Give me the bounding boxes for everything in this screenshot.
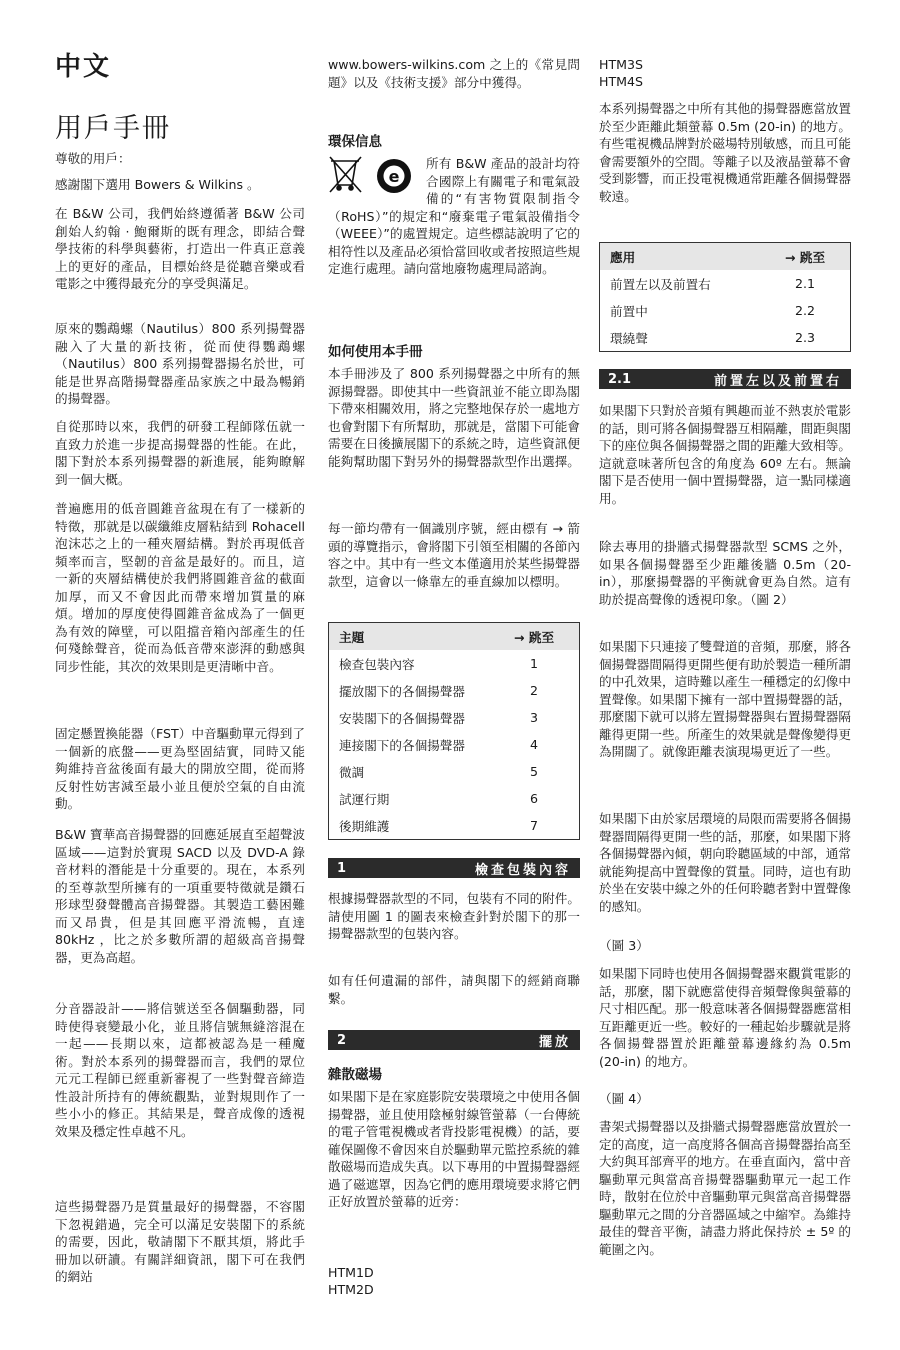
section-1-bar (328, 858, 580, 878)
toc-row[interactable] (329, 812, 580, 840)
toc-num: 1 (529, 656, 538, 671)
toc-num: 3 (529, 710, 538, 725)
paragraph-crossover: 分音器設計——將信號送至各個驅動器，同時使得衰變最小化，並且將信號無縫溶混在一起——長期以來，這都被認為是一種魔術。對於本系列的揚聲器而言，我們的眾位元元工程師已經重新審視了一些對聲音締造性設計所持有的傳統觀點，並對規則作了一些小小的修正。其結果是，聲音成像的透視效果及穩定性卓越不凡。 (55, 1001, 305, 1139)
env-block (328, 155, 580, 315)
toc-num: 4 (529, 737, 538, 752)
howto-paragraph-2: 每一節均帶有一個識別序號，經由標有 → 箭頭的導覽指示，會將閣下引領至相關的各節內容之中。其中有一些文本僅適用於某些揚聲器款型，這會以一條靠左的垂直線加以標明。 (328, 521, 580, 589)
section-2-bar (328, 1030, 580, 1050)
paragraph-tweeter: B&W 寶華高音揚聲器的回應延展直至超聲波區域——這對於實現 SACD 以及 DVD-A 錄音材料的潛能是十分重要的。現在，本系列的至尊款型所擁有的一項重要特徵就是鑽石形球型發聲體高音揚聲器。其製造工藝困難而又昂貴，但是其回應平滑流暢，直達 80kHz ，比之於多數所謂的超級高音揚聲器，更為高超。 (55, 827, 305, 965)
toc-num: 7 (529, 818, 538, 833)
stray-field-heading: 雜散磁場 (328, 1067, 382, 1083)
app-name: 前置左以及前置右 (610, 277, 711, 292)
model-htm4s: HTM4S (599, 74, 644, 89)
toc-head-topic: 主題 (329, 623, 490, 651)
toc-topic: 擺放閣下的各個揚聲器 (339, 684, 465, 699)
svg-text:e: e (388, 167, 400, 186)
toc-num: 6 (529, 791, 538, 806)
paragraph-rear-wall: 除去專用的掛牆式揚聲器款型 SCMS 之外，如果各個揚聲器至少距離後牆 0.5m（20-in），那麼揚聲器的平衡就會更為自然。這有助於提高聲像的透視印象。（圖 2） (599, 539, 851, 607)
recycling-symbols-icon (328, 155, 418, 195)
toc-row[interactable] (329, 677, 580, 704)
toc-row[interactable] (329, 785, 580, 812)
section-2-number: 2 (337, 1032, 347, 1048)
app-name: 前置中 (610, 304, 648, 319)
figure-4-ref: （圖 4） (599, 1091, 649, 1106)
greeting: 尊敬的用戶： (55, 151, 131, 166)
model-htm2d: HTM2D (328, 1282, 374, 1297)
howto-paragraph-1: 本手冊涉及了 800 系列揚聲器之中所有的無源揚聲器。即使其中一些資訊並不能立即為閣下帶來相關效用，將之完整地保存於一處地方也會對閣下有所幫助，那就是，當閣下可能會需要在日後擴展閣下的系統之時，這些資訊便能夠幫助閣下對另外的揚聲器款型作出選擇。 (328, 366, 580, 469)
language-title: 中文 (55, 52, 112, 82)
env-heading: 環保信息 (328, 134, 382, 150)
toc-num: 2 (529, 683, 538, 698)
paragraph-screen-distance: 本系列揚聲器之中所有其他的揚聲器應當放置於至少距離此類螢幕 0.5m (20-in) 的地方。有些電視機品牌對於磁場特別敏感，而且可能會需要額外的空間。等離子以及液晶螢幕不會受到影響，而正投電視機通常距離各個揚聲器較遠。 (599, 101, 851, 204)
paragraph-read-manual: 這些揚聲器乃是質量最好的揚聲器，不容閣下忽視錯過，完全可以滿足安裝閣下的系統的需要，因此，敬請閣下不厭其煩，將此手冊加以研讀。有關詳細資訊，閣下可在我們的網站 (55, 1199, 305, 1284)
section-1-paragraph-1: 根據揚聲器款型的不同，包裝有不同的附件。請使用圖 1 的圖表來檢查針對於閣下的那一揚聲器款型的包裝內容。 (328, 891, 580, 941)
toc-row[interactable] (329, 758, 580, 785)
toc-topic: 檢查包裝內容 (339, 657, 415, 672)
app-num: 2.1 (794, 276, 816, 291)
app-name: 環繞聲 (610, 331, 648, 346)
application-table (599, 242, 851, 352)
paragraph-tweeter-height: 書架式揚聲器以及掛牆式揚聲器應當放置於一定的高度，這一高度將各個高音揚聲器抬高至大約與耳部齊平的地方。在垂直面內，當中音驅動單元與當高音揚聲器驅動單元一起工作時，散射在位於中音驅動單元與當高音揚聲器驅動單元之間的分音器區域之中縮窄。為維持最佳的聲音平衡，請盡力將此保持於 ± 5º 的範圍之內。 (599, 1119, 851, 1257)
app-row[interactable] (600, 270, 851, 297)
thanks-paragraph: 感謝閣下選用 Bowers & Wilkins 。 (55, 177, 260, 192)
toc-topic: 安裝閣下的各個揚聲器 (339, 711, 465, 726)
toc-row[interactable] (329, 704, 580, 731)
section-2-title: 擺放 (538, 1034, 571, 1050)
section-2-1-title: 前置左以及前置右 (713, 373, 842, 389)
paragraph-engineering: 自從那時以來，我們的研發工程師隊伍就一直致力於進一步提高揚聲器的性能。在此，閣下對於本系列揚聲器的新進展，能夠瞭解到一個大概。 (55, 419, 305, 487)
toc-topic: 連接閣下的各個揚聲器 (339, 738, 465, 753)
toc-table-wrap (328, 622, 580, 840)
toc-num: 5 (529, 764, 538, 779)
website-paragraph: www.bowers-wilkins.com 之上的《常見問題》以及《技術支援》部分中獲得。 (328, 57, 580, 90)
model-htm3s: HTM3S (599, 57, 644, 72)
manual-title: 用戶手冊 (55, 113, 171, 144)
app-table-wrap (599, 242, 851, 352)
toc-topic: 後期維護 (339, 819, 390, 834)
app-head-application: 應用 (600, 243, 761, 271)
paragraph-philosophy: 在 B&W 公司，我們始終遵循著 B&W 公司創始人約翰 · 鮑爾斯的既有理念，即結合聲學技術的科學與藝術，打造出一件真正意義上的更好的產品，目標始終是從聽音樂或看電影之中獲得最充分的享受與滿足。 (55, 206, 305, 291)
toc-table (328, 622, 580, 840)
paragraph-toe-in: 如果閣下由於家居環境的局限而需要將各個揚聲器間隔得更開一些的話，那麼，如果閣下將各個揚聲器內傾，朝向聆聽區域的中部，通常就能夠提高中置聲像的質量。同時，這也有助於坐在安裝中線之外的任何聆聽者對中置聲像的感知。 (599, 811, 851, 914)
stray-field-paragraph: 如果閣下是在家庭影院安裝環境之中使用各個揚聲器，並且使用陰極射線管螢幕（一台傳統的電子管電視機或者背投影電視機）的話，要確保圖像不會因來自於驅動單元監控系統的雜散磁場而造成失真。以下專用的中置揚聲器經過了磁遮罩，因為它們的應用環境要求將它們正好放置於螢幕的近旁： (328, 1089, 580, 1209)
section-1-number: 1 (337, 860, 347, 876)
section-1-title: 檢查包裝內容 (474, 862, 571, 878)
app-row[interactable] (600, 297, 851, 324)
section-2-1-bar (599, 369, 851, 389)
toc-row[interactable] (329, 650, 580, 677)
toc-topic: 微調 (339, 765, 365, 780)
section-2-1-number: 2.1 (608, 371, 632, 387)
app-num: 2.3 (794, 330, 816, 345)
paragraph-nautilus: 原來的鸚鵡螺（Nautilus）800 系列揚聲器融入了大量的新技術，從而使得鸚鵡螺（Nautilus）800 系列揚聲器揚名於世，可能是世界高階揚聲器產品家族之中最為暢銷的揚聲器。 (55, 321, 305, 406)
paragraph-bass-cone: 普遍應用的低音圓錐音盆現在有了一樣新的特徵，那就是以碳纖維皮層粘結到 Rohacell 泡沫芯之上的一種夾層結構。對於再現低音頻率而言，堅韌的音盆是最好的。而且，這一新的夾層結構使於我們將圓錐音盆的截面加厚，而又不會因此而帶來增加質量的麻煩。增加的厚度使得圓錐音盆成為了一個更為有效的障壁，可以阻擋音箱內部產生的任何殘餘聲音，從而為低音帶來澎湃的動感與同步性能，其次的效果則是更清晰中音。 (55, 501, 305, 674)
app-num: 2.2 (794, 303, 816, 318)
env-text: 所有 B&W 產品的設計均符合國際上有關電子和電氣設備的“有害物質限制指令（RoHS）”的規定和“廢棄電子電氣設備指令（WEEE）”的處置規定。這些標誌說明了它的相符性以及產品必須恰當回收或者按照這些規定進行處理。請向當地廢物處理局諮詢。 (328, 156, 580, 276)
toc-head-jump: → 跳至 (489, 623, 580, 651)
model-htm1d: HTM1D (328, 1265, 374, 1280)
paragraph-stereo-spacing: 如果閣下只對於音頻有興趣而並不熱衷於電影的話，則可將各個揚聲器互相隔離，間距與閣下的座位與各個揚聲器之間的距離大致相等。這就意味著所包含的角度為 60º 左右。無論閣下是否使用一個中置揚聲器，這一點同樣適用。 (599, 403, 851, 506)
app-row[interactable] (600, 324, 851, 352)
figure-3-ref: （圖 3） (599, 938, 649, 953)
app-head-jump: → 跳至 (760, 243, 851, 271)
paragraph-movie-spacing: 如果閣下同時也使用各個揚聲器來觀賞電影的話，那麼，閣下就應當使得音頻聲像與螢幕的尺寸相匹配。那一般意味著各個揚聲器應當相互距離更近一些。較好的一種起始步驟就是將各個揚聲器置於距離螢幕邊緣約為 0.5m (20-in) 的地方。 (599, 966, 851, 1069)
paragraph-fst: 固定懸置換能器（FST）中音驅動單元得到了一個新的底盤——更為堅固結實，同時又能夠維持音盆後面有最大的開放空間，從而將反射性妨害減至最小並且便於空氣的自由流動。 (55, 726, 305, 811)
section-1-paragraph-2: 如有任何遺漏的部件，請與閣下的經銷商聯繫。 (328, 973, 580, 1006)
howto-heading: 如何使用本手冊 (328, 344, 423, 360)
toc-topic: 試運行期 (339, 792, 390, 807)
paragraph-center-image: 如果閣下只連接了雙聲道的音頻，那麼，將各個揚聲器間隔得更開些便有助於製造一種所謂的中孔效果，這時難以產生一種穩定的幻像中置聲像。如果閣下擁有一部中置揚聲器的話，那麼閣下就可以將左置揚聲器與右置揚聲器隔離得更開一些。所產生的效果就是聲像變得更為開闊了。就像距離表演現場更近了一些。 (599, 639, 851, 759)
toc-row[interactable] (329, 731, 580, 758)
